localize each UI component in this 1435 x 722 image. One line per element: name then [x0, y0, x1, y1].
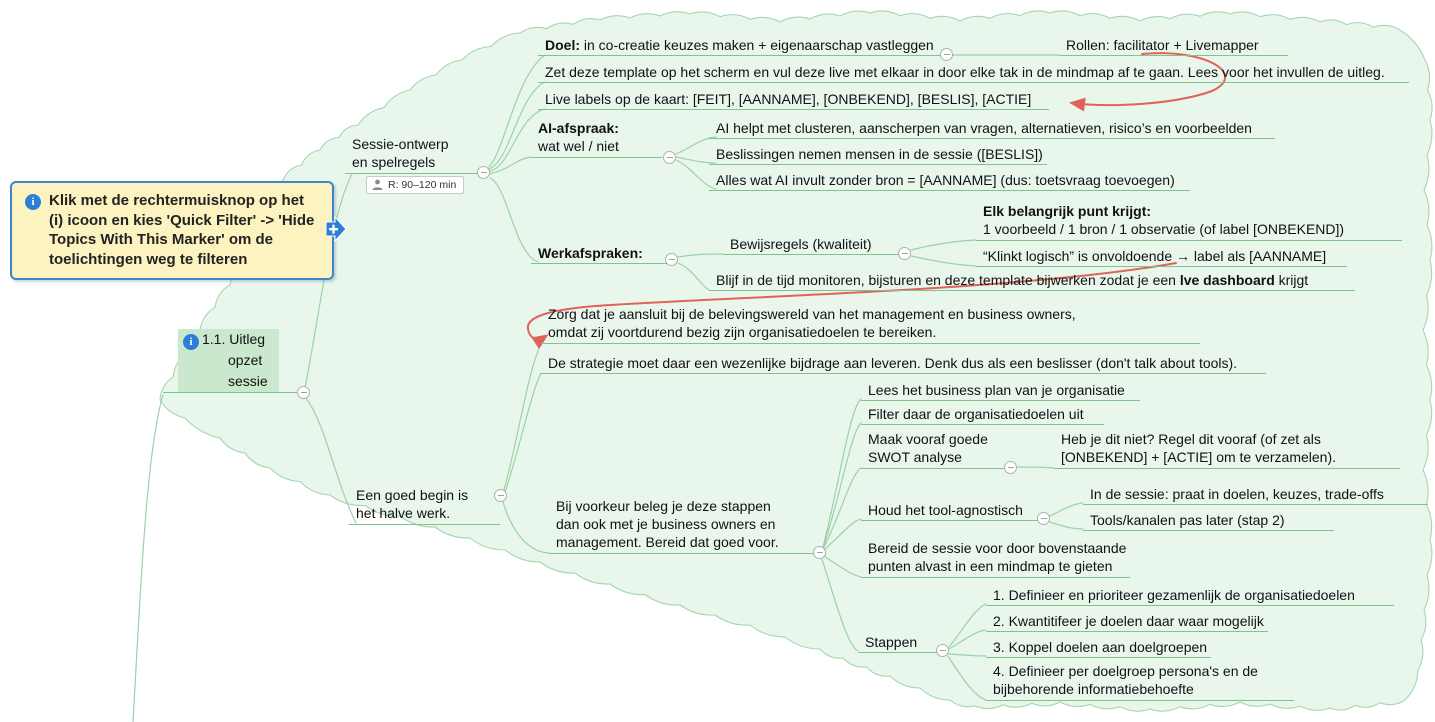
topic-uitleg-opzet-sessie[interactable]	[178, 329, 279, 393]
topic-filter-doelen[interactable]	[861, 406, 1104, 425]
collapse-toggle[interactable]	[663, 151, 676, 164]
topic-text: Tools/kanalen pas later (stap 2)	[1090, 512, 1285, 528]
topic-text-bold: AI-afspraak:	[538, 120, 619, 136]
topic-text: Bij voorkeur beleg je deze stappen	[556, 498, 771, 514]
topic-text: wat wel / niet	[538, 138, 619, 154]
topic-text-bold: lve dashboard	[1179, 272, 1275, 288]
collapse-toggle[interactable]	[1037, 512, 1050, 525]
topic-text: Blijf in de tijd monitoren, bijsturen en deze template bijwerken zodat je een	[716, 272, 1180, 288]
topic-tools-kanalen[interactable]	[1083, 512, 1334, 531]
topic-text: Stappen	[865, 634, 918, 650]
collapse-toggle[interactable]	[936, 644, 949, 657]
topic-text: Bewijsregels (kwaliteit)	[730, 236, 872, 252]
topic-beslissingen[interactable]	[709, 146, 1047, 165]
topic-werkafspraken[interactable]	[531, 245, 672, 264]
topic-ai-afspraak[interactable]	[531, 119, 662, 158]
topic-text: Rollen: facilitator + Livemapper	[1066, 37, 1259, 53]
topic-bewijsregels[interactable]	[723, 236, 904, 255]
collapse-toggle[interactable]	[494, 489, 507, 502]
topic-underline	[163, 392, 303, 393]
topic-text: 4. Definieer per doelgroep persona's en de	[993, 663, 1258, 679]
topic-tool-agnostisch[interactable]	[861, 502, 1042, 521]
topic-text: [ONBEKEND] + [ACTIE] om te verzamelen).	[1061, 449, 1337, 465]
topic-klinkt-logisch[interactable]	[976, 248, 1347, 267]
topic-text: Zet deze template op het scherm en vul deze live met elkaar in door elke tak in de mindmap af te gaan. Lees voor het invullen de uitleg.	[545, 64, 1385, 80]
topic-stap-1[interactable]	[986, 587, 1394, 606]
floating-note[interactable]	[10, 181, 334, 280]
info-icon[interactable]: i	[183, 334, 199, 350]
topic-text: 1. Definieer en prioriteer gezamenlijk de organisatiedoelen	[993, 587, 1355, 603]
topic-live-labels[interactable]	[538, 91, 1049, 110]
topic-text: Sessie-ontwerp	[352, 136, 449, 152]
topic-text: 1.1. Uitleg	[202, 331, 266, 347]
topic-heb-je-dit-niet[interactable]	[1054, 430, 1400, 469]
topic-blijf-monitoren[interactable]	[709, 272, 1355, 291]
topic-text: AI helpt met clusteren, aanscherpen van vragen, alternatieven, risico’s en voorbeelden	[716, 120, 1252, 136]
topic-text: Zorg dat je aansluit bij de belevingswereld van het management en business owners,	[548, 306, 1076, 322]
topic-text-bold: Elk belangrijk punt krijgt:	[983, 203, 1152, 219]
note-expand-arrow-icon[interactable]	[326, 216, 348, 242]
topic-text: “Klinkt logisch” is onvoldoende → label als [AANNAME]	[983, 248, 1327, 264]
topic-text: De strategie moet daar een wezenlijke bijdrage aan leveren. Denk dus als een beslisser (don't talk about tools).	[548, 355, 1238, 371]
topic-text-bold: Werkafspraken:	[538, 245, 643, 261]
topic-swot[interactable]	[861, 430, 1010, 469]
collapse-toggle[interactable]	[1004, 461, 1017, 474]
topic-stap-3[interactable]	[986, 639, 1211, 658]
topic-lees-businessplan[interactable]	[861, 382, 1140, 401]
topic-in-de-sessie[interactable]	[1083, 486, 1428, 505]
collapse-toggle[interactable]	[898, 247, 911, 260]
topic-text: Maak vooraf goede	[868, 431, 988, 447]
topic-sessie-ontwerp[interactable]	[345, 135, 491, 174]
topic-text: Houd het tool-agnostisch	[868, 502, 1023, 518]
topic-text: Live labels op de kaart: [FEIT], [AANNAME], [ONBEKEND], [BESLIS], [ACTIE]	[545, 91, 1032, 107]
topic-stap-4[interactable]	[986, 662, 1294, 701]
collapse-toggle[interactable]	[940, 48, 953, 61]
collapse-toggle[interactable]	[665, 253, 678, 266]
topic-goed-begin[interactable]	[349, 486, 500, 525]
topic-text: opzet	[228, 352, 263, 368]
topic-text: Bereid de sessie voor door bovenstaande	[868, 540, 1127, 556]
topic-alles-wat-ai[interactable]	[709, 172, 1190, 191]
topic-text: Filter daar de organisatiedoelen uit	[868, 406, 1084, 422]
resource-badge[interactable]	[366, 176, 464, 194]
topic-text: 1 voorbeeld / 1 bron / 1 observatie (of label [ONBEKEND])	[983, 221, 1345, 237]
topic-stap-2[interactable]	[986, 613, 1268, 632]
topic-text: management. Bereid dat goed voor.	[556, 534, 779, 550]
topic-ai-helpt[interactable]	[709, 120, 1275, 139]
topic-text: Beslissingen nemen mensen in de sessie ([BESLIS])	[716, 146, 1043, 162]
topic-text: het halve werk.	[356, 505, 451, 521]
topic-text: omdat zij voortdurend bezig zijn organisatiedoelen te bereiken.	[548, 324, 937, 340]
collapse-toggle[interactable]	[477, 166, 490, 179]
topic-text-bold: Doel:	[545, 37, 580, 53]
topic-text: In de sessie: praat in doelen, keuzes, trade-offs	[1090, 486, 1384, 502]
topic-text: 2. Kwantitifeer je doelen daar waar mogelijk	[993, 613, 1264, 629]
topic-zet-template[interactable]	[538, 64, 1409, 83]
topic-strategie[interactable]	[541, 355, 1266, 374]
topic-doel[interactable]	[538, 37, 954, 56]
topic-text: en spelregels	[352, 154, 436, 170]
topic-zorg-aansluit[interactable]	[541, 305, 1200, 344]
topic-text: Alles wat AI invult zonder bron = [AANNAME] (dus: toetsvraag toevoegen)	[716, 172, 1175, 188]
topic-text: SWOT analyse	[868, 449, 962, 465]
topic-text: punten alvast in een mindmap te gieten	[868, 558, 1113, 574]
topic-stappen[interactable]	[858, 634, 942, 653]
topic-text: bijbehorende informatiebehoefte	[993, 681, 1194, 697]
topic-bereid-sessie[interactable]	[861, 539, 1130, 578]
collapse-toggle[interactable]	[297, 386, 310, 399]
topic-text: dan ook met je business owners en	[556, 516, 776, 532]
topic-elk-punt[interactable]	[976, 202, 1402, 241]
topic-text: Lees het business plan van je organisatie	[868, 382, 1125, 398]
topic-text: 3. Koppel doelen aan doelgroepen	[993, 639, 1208, 655]
topic-text: Heb je dit niet? Regel dit vooraf (of zet als	[1061, 431, 1321, 447]
resource-label: R: 90–120 min	[388, 179, 457, 191]
topic-rollen[interactable]	[1059, 37, 1288, 56]
topic-text: Een goed begin is	[356, 487, 469, 503]
collapse-toggle[interactable]	[813, 546, 826, 559]
note-text: Klik met de rechtermuisknop op het (i) icoon en kies 'Quick Filter' -> 'Hide Topics With This Marker' om de toelichtingen weg te filteren	[49, 192, 315, 268]
person-icon	[372, 179, 383, 191]
topic-text: in co-creatie keuzes maken + eigenaarschap vastleggen	[580, 37, 934, 53]
topic-bij-voorkeur[interactable]	[549, 497, 818, 554]
info-icon[interactable]: i	[25, 194, 41, 210]
topic-text: sessie	[228, 373, 268, 389]
topic-text: krijgt	[1274, 272, 1309, 288]
